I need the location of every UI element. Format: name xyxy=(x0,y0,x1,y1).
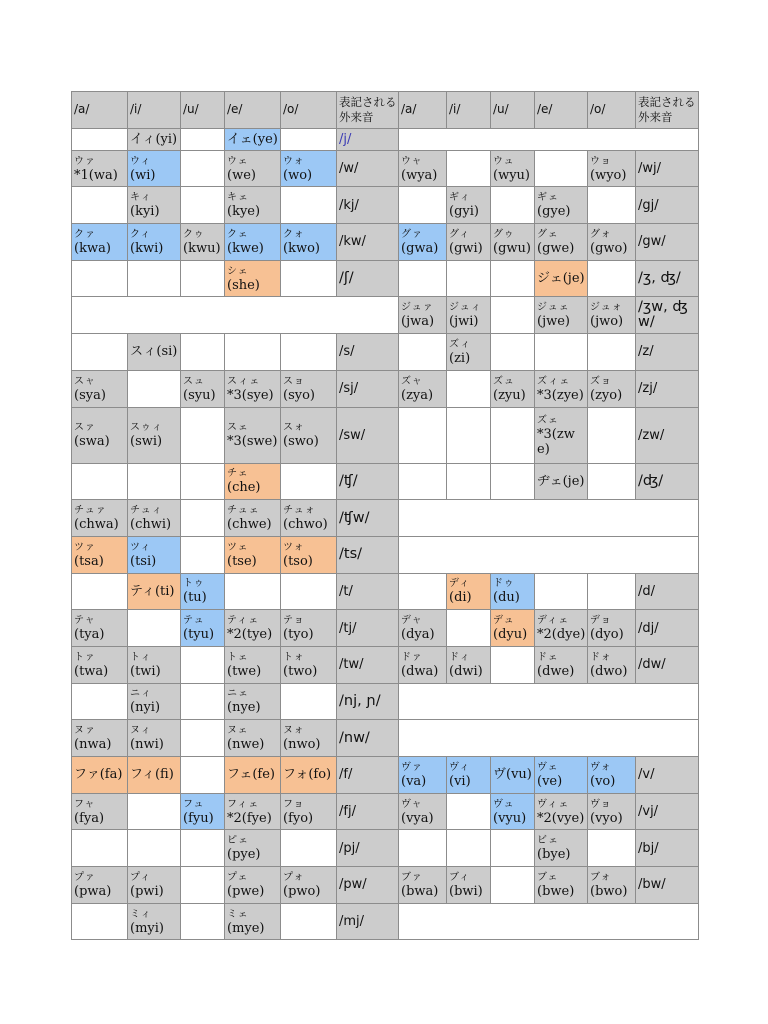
cell xyxy=(588,187,636,224)
cell xyxy=(128,610,181,647)
cell xyxy=(281,573,337,610)
cell: ピェ (pye) xyxy=(225,830,281,867)
cell: ディ (di) xyxy=(447,573,491,610)
cell: ヴ(vu) xyxy=(491,757,535,794)
cell: トァ (twa) xyxy=(72,646,128,683)
cell: ヌィ (nwi) xyxy=(128,720,181,757)
cell: ブォ (bwo) xyxy=(588,867,636,904)
cell: グゥ (gwu) xyxy=(491,224,535,261)
cell: トォ (two) xyxy=(281,646,337,683)
cell xyxy=(72,334,128,371)
table-row xyxy=(72,128,699,150)
cell: チュェ (chwe) xyxy=(225,500,281,537)
header-cell: /a/ xyxy=(72,92,128,129)
cell: キィ (kyi) xyxy=(128,187,181,224)
phoneme-cell: /ʤ/ xyxy=(636,463,699,500)
cell: スィ(si) xyxy=(128,334,181,371)
table-row xyxy=(72,297,699,334)
cell xyxy=(72,128,128,150)
cell xyxy=(181,187,225,224)
cell: フュ (fyu) xyxy=(181,793,225,830)
phoneme-cell: /kj/ xyxy=(337,187,399,224)
empty-span xyxy=(399,536,699,573)
cell xyxy=(399,187,447,224)
empty-span xyxy=(399,683,699,720)
phoneme-cell: /ʒ, ʤ/ xyxy=(636,260,699,297)
cell: ティェ *2(tye) xyxy=(225,610,281,647)
header-cell: /o/ xyxy=(281,92,337,129)
empty-span xyxy=(399,720,699,757)
cell: ツァ (tsa) xyxy=(72,536,128,573)
header-cell: /o/ xyxy=(588,92,636,129)
cell: ドェ (dwe) xyxy=(535,646,588,683)
cell: ヴォ (vo) xyxy=(588,757,636,794)
cell: ファ(fa) xyxy=(72,757,128,794)
table-row xyxy=(72,573,699,610)
cell xyxy=(281,463,337,500)
cell: テョ (tyo) xyxy=(281,610,337,647)
cell: ジュィ (jwi) xyxy=(447,297,491,334)
cell xyxy=(181,903,225,940)
cell xyxy=(588,260,636,297)
cell xyxy=(225,573,281,610)
phoneme-cell: /v/ xyxy=(636,757,699,794)
header-cell: /i/ xyxy=(128,92,181,129)
cell: ブァ (bwa) xyxy=(399,867,447,904)
table-row xyxy=(72,610,699,647)
phoneme-cell: /ʧw/ xyxy=(337,500,399,537)
table-row xyxy=(72,500,699,537)
cell xyxy=(72,573,128,610)
cell: プェ (pwe) xyxy=(225,867,281,904)
cell xyxy=(281,903,337,940)
cell xyxy=(399,407,447,463)
cell: ティ(ti) xyxy=(128,573,181,610)
cell: ヴィ (vi) xyxy=(447,757,491,794)
cell: ウョ (wyo) xyxy=(588,150,636,187)
cell: シェ (she) xyxy=(225,260,281,297)
phoneme-cell: /bj/ xyxy=(636,830,699,867)
cell xyxy=(447,610,491,647)
cell xyxy=(181,646,225,683)
cell: グィ (gwi) xyxy=(447,224,491,261)
cell: プァ (pwa) xyxy=(72,867,128,904)
table-row xyxy=(72,370,699,407)
cell: イィ(yi) xyxy=(128,128,181,150)
phoneme-cell: /ʒw, ʤw/ xyxy=(636,297,699,334)
table-row xyxy=(72,903,699,940)
cell: ニィ (nyi) xyxy=(128,683,181,720)
cell xyxy=(72,260,128,297)
cell: ギィ (gyi) xyxy=(447,187,491,224)
phoneme-cell: /sw/ xyxy=(337,407,399,463)
cell: ヴェ (ve) xyxy=(535,757,588,794)
table-row xyxy=(72,187,699,224)
empty-span xyxy=(399,128,699,150)
cell: イェ(ye) xyxy=(225,128,281,150)
cell: ブェ (bwe) xyxy=(535,867,588,904)
cell xyxy=(447,793,491,830)
table-row xyxy=(72,867,699,904)
phoneme-cell: /bw/ xyxy=(636,867,699,904)
cell: ドァ (dwa) xyxy=(399,646,447,683)
table-row xyxy=(72,260,699,297)
cell: クェ (kwe) xyxy=(225,224,281,261)
cell: クォ (kwo) xyxy=(281,224,337,261)
cell: スェ *3(swe) xyxy=(225,407,281,463)
table-row xyxy=(72,150,699,187)
cell: スョ (syo) xyxy=(281,370,337,407)
cell xyxy=(491,187,535,224)
cell xyxy=(447,830,491,867)
katakana-foreign-sounds-table xyxy=(71,91,699,940)
phoneme-cell: /ts/ xyxy=(337,536,399,573)
cell: グェ (gwe) xyxy=(535,224,588,261)
cell xyxy=(447,150,491,187)
cell: ヌァ (nwa) xyxy=(72,720,128,757)
phoneme-cell: /pw/ xyxy=(337,867,399,904)
cell: ミェ (mye) xyxy=(225,903,281,940)
cell xyxy=(72,830,128,867)
header-cell: 表記される外来音 xyxy=(337,92,399,129)
cell: スァ (swa) xyxy=(72,407,128,463)
cell xyxy=(399,463,447,500)
cell: ヴァ (va) xyxy=(399,757,447,794)
phoneme-cell: /nj, ɲ/ xyxy=(337,683,399,720)
cell: スゥィ (swi) xyxy=(128,407,181,463)
cell xyxy=(491,260,535,297)
cell xyxy=(447,260,491,297)
cell: ニェ (nye) xyxy=(225,683,281,720)
cell xyxy=(535,334,588,371)
table-row xyxy=(72,407,699,463)
cell xyxy=(588,334,636,371)
phoneme-cell: /fj/ xyxy=(337,793,399,830)
cell: クィ (kwi) xyxy=(128,224,181,261)
phoneme-cell: /zj/ xyxy=(636,370,699,407)
cell xyxy=(399,334,447,371)
table-row xyxy=(72,224,699,261)
cell xyxy=(491,830,535,867)
cell: トィ (twi) xyxy=(128,646,181,683)
phoneme-cell: /pj/ xyxy=(337,830,399,867)
cell xyxy=(491,407,535,463)
cell: ヂェ(je) xyxy=(535,463,588,500)
cell: ウュ (wyu) xyxy=(491,150,535,187)
cell xyxy=(491,334,535,371)
cell xyxy=(447,407,491,463)
cell xyxy=(181,867,225,904)
cell: スォ (swo) xyxy=(281,407,337,463)
cell: ズェ *3(zwe) xyxy=(535,407,588,463)
cell: ズャ (zya) xyxy=(399,370,447,407)
cell: デュ (dyu) xyxy=(491,610,535,647)
cell: ツォ (tso) xyxy=(281,536,337,573)
cell xyxy=(491,867,535,904)
cell xyxy=(281,683,337,720)
phoneme-cell: /d/ xyxy=(636,573,699,610)
cell: ヴュ (vyu) xyxy=(491,793,535,830)
cell xyxy=(281,128,337,150)
cell xyxy=(181,683,225,720)
cell xyxy=(447,370,491,407)
cell xyxy=(181,128,225,150)
header-cell: /e/ xyxy=(225,92,281,129)
table-row xyxy=(72,646,699,683)
cell: ウィ (wi) xyxy=(128,150,181,187)
cell xyxy=(181,150,225,187)
cell xyxy=(399,830,447,867)
cell: ドォ (dwo) xyxy=(588,646,636,683)
cell: フェ(fe) xyxy=(225,757,281,794)
cell xyxy=(491,297,535,334)
cell xyxy=(281,334,337,371)
cell: フォ(fo) xyxy=(281,757,337,794)
table-row xyxy=(72,793,699,830)
phoneme-cell: /ʧ/ xyxy=(337,463,399,500)
cell xyxy=(181,334,225,371)
cell: フィェ *2(fye) xyxy=(225,793,281,830)
cell xyxy=(128,793,181,830)
cell: トゥ (tu) xyxy=(181,573,225,610)
cell: チュォ (chwo) xyxy=(281,500,337,537)
table-row xyxy=(72,830,699,867)
cell: ズュ (zyu) xyxy=(491,370,535,407)
cell xyxy=(181,463,225,500)
phoneme-cell[interactable]: /j/ xyxy=(337,128,399,150)
cell: ウャ (wya) xyxy=(399,150,447,187)
table-row xyxy=(72,757,699,794)
phoneme-cell: /s/ xyxy=(337,334,399,371)
cell: デャ (dya) xyxy=(399,610,447,647)
header-cell: 表記される外来音 xyxy=(636,92,699,129)
empty-span xyxy=(399,903,699,940)
table-row xyxy=(72,720,699,757)
table-row xyxy=(72,463,699,500)
cell xyxy=(588,463,636,500)
cell: キェ (kye) xyxy=(225,187,281,224)
cell: ヌォ (nwo) xyxy=(281,720,337,757)
cell: チェ (che) xyxy=(225,463,281,500)
empty-span xyxy=(72,297,399,334)
cell xyxy=(72,187,128,224)
phoneme-cell: /gw/ xyxy=(636,224,699,261)
cell: ヴィェ *2(vye) xyxy=(535,793,588,830)
cell xyxy=(399,260,447,297)
cell xyxy=(72,903,128,940)
cell: グァ (gwa) xyxy=(399,224,447,261)
cell xyxy=(181,757,225,794)
cell xyxy=(181,260,225,297)
cell: ジュォ (jwo) xyxy=(588,297,636,334)
cell: ヌェ (nwe) xyxy=(225,720,281,757)
cell: スュ (syu) xyxy=(181,370,225,407)
cell: デョ (dyo) xyxy=(588,610,636,647)
cell: テュ (tyu) xyxy=(181,610,225,647)
cell xyxy=(72,463,128,500)
cell: ズョ (zyo) xyxy=(588,370,636,407)
table-row xyxy=(72,334,699,371)
header-cell: /u/ xyxy=(491,92,535,129)
header-cell: /u/ xyxy=(181,92,225,129)
cell xyxy=(128,370,181,407)
header-cell: /i/ xyxy=(447,92,491,129)
phoneme-cell: /sj/ xyxy=(337,370,399,407)
cell: ウォ (wo) xyxy=(281,150,337,187)
cell xyxy=(399,573,447,610)
cell xyxy=(181,500,225,537)
phoneme-cell: /tw/ xyxy=(337,646,399,683)
header-cell: /a/ xyxy=(399,92,447,129)
header-cell: /e/ xyxy=(535,92,588,129)
phoneme-cell: /t/ xyxy=(337,573,399,610)
phoneme-cell: /nw/ xyxy=(337,720,399,757)
cell: スャ (sya) xyxy=(72,370,128,407)
cell xyxy=(181,830,225,867)
cell xyxy=(588,830,636,867)
phoneme-cell: /kw/ xyxy=(337,224,399,261)
cell: クァ (kwa) xyxy=(72,224,128,261)
cell xyxy=(181,536,225,573)
cell: ブィ (bwi) xyxy=(447,867,491,904)
phoneme-cell: /f/ xyxy=(337,757,399,794)
cell xyxy=(535,573,588,610)
phoneme-cell: /tj/ xyxy=(337,610,399,647)
cell: ズィ (zi) xyxy=(447,334,491,371)
cell: スィェ *3(sye) xyxy=(225,370,281,407)
cell xyxy=(128,463,181,500)
cell: ズィェ *3(zye) xyxy=(535,370,588,407)
cell: フョ (fyo) xyxy=(281,793,337,830)
cell xyxy=(281,830,337,867)
cell: ドゥ (du) xyxy=(491,573,535,610)
cell: クゥ (kwu) xyxy=(181,224,225,261)
cell xyxy=(225,334,281,371)
cell: ギェ (gye) xyxy=(535,187,588,224)
cell: ドィ (dwi) xyxy=(447,646,491,683)
cell xyxy=(72,683,128,720)
cell: ジェ(je) xyxy=(535,260,588,297)
cell xyxy=(128,830,181,867)
cell xyxy=(281,187,337,224)
cell: ヴョ (vyo) xyxy=(588,793,636,830)
cell: ツィ (tsi) xyxy=(128,536,181,573)
cell xyxy=(588,407,636,463)
empty-span xyxy=(399,500,699,537)
cell xyxy=(128,260,181,297)
cell: ウァ *1(wa) xyxy=(72,150,128,187)
cell: チュァ (chwa) xyxy=(72,500,128,537)
cell: ビェ (bye) xyxy=(535,830,588,867)
phoneme-cell: /wj/ xyxy=(636,150,699,187)
cell: ディェ *2(dye) xyxy=(535,610,588,647)
cell: ミィ (myi) xyxy=(128,903,181,940)
cell xyxy=(281,260,337,297)
cell xyxy=(535,150,588,187)
phoneme-cell: /vj/ xyxy=(636,793,699,830)
cell: フャ (fya) xyxy=(72,793,128,830)
cell: ジュェ (jwe) xyxy=(535,297,588,334)
table-row xyxy=(72,536,699,573)
cell: ジュァ (jwa) xyxy=(399,297,447,334)
phoneme-cell: /zw/ xyxy=(636,407,699,463)
phoneme-cell: /dj/ xyxy=(636,610,699,647)
phoneme-cell: /z/ xyxy=(636,334,699,371)
phoneme-cell: /mj/ xyxy=(337,903,399,940)
cell xyxy=(181,720,225,757)
header-row xyxy=(72,92,699,129)
phoneme-cell: /gj/ xyxy=(636,187,699,224)
cell: プィ (pwi) xyxy=(128,867,181,904)
cell xyxy=(181,407,225,463)
table-row xyxy=(72,683,699,720)
cell xyxy=(588,573,636,610)
cell xyxy=(491,463,535,500)
cell: フィ(fi) xyxy=(128,757,181,794)
cell xyxy=(491,646,535,683)
cell: ヴャ (vya) xyxy=(399,793,447,830)
phoneme-cell: /w/ xyxy=(337,150,399,187)
cell: テャ (tya) xyxy=(72,610,128,647)
cell: チュィ (chwi) xyxy=(128,500,181,537)
cell: ツェ (tse) xyxy=(225,536,281,573)
cell: トェ (twe) xyxy=(225,646,281,683)
cell: グォ (gwo) xyxy=(588,224,636,261)
cell: ウェ (we) xyxy=(225,150,281,187)
phoneme-cell: /dw/ xyxy=(636,646,699,683)
cell xyxy=(447,463,491,500)
phoneme-cell: /ʃ/ xyxy=(337,260,399,297)
cell: プォ (pwo) xyxy=(281,867,337,904)
